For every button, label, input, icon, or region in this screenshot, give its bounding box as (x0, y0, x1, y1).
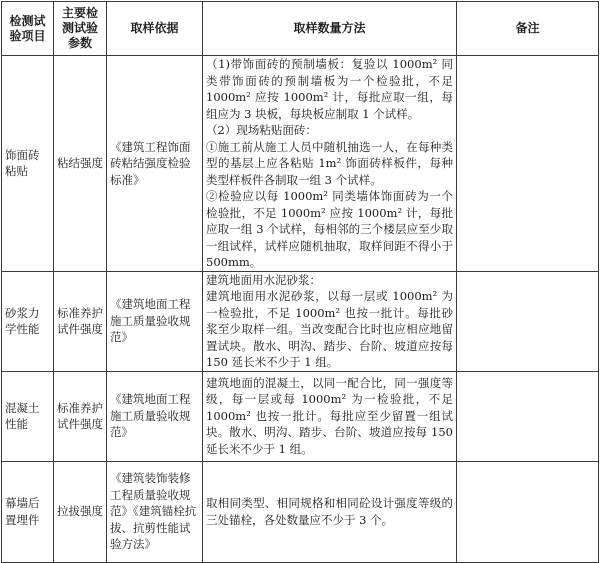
cell-param: 拉拔强度 (54, 461, 107, 562)
header-basis: 取样依据 (107, 2, 203, 56)
method-line: 取相同类型、相同规格和相同砼设计强度等级的三处锚栓，各处数量应不少于 3 个。 (206, 496, 453, 527)
header-remark: 备注 (457, 2, 599, 56)
cell-method (203, 371, 457, 461)
table-row (2, 371, 599, 461)
cell-remark (457, 56, 599, 272)
cell-remark (457, 461, 599, 562)
header-method: 取样数量方法 (203, 2, 457, 56)
method-line: 建筑地面用水泥砂浆： (206, 272, 321, 287)
cell-basis: 《建筑工程饰面砖粘结强度检验标准》 (107, 56, 203, 272)
method-line: （1)带饰面砖的预制墙板：复验以 1000m² 同类带饰面砖的预制墙板为一个检验批，不足 1000m² 应按 1000m² 计，每批应取一组，每组应为 3 块板，每块板应制取 1 个试样。 (206, 57, 453, 121)
cell-param: 标准养护试件强度 (54, 271, 107, 371)
cell-param: 粘结强度 (54, 56, 107, 272)
cell-item: 饰面砖粘贴 (2, 56, 54, 272)
header-item: 检测试验项目 (2, 2, 54, 56)
cell-remark (457, 271, 599, 371)
header-param: 主要检测试验参数 (54, 2, 107, 56)
header-row (2, 2, 599, 56)
cell-remark (457, 371, 599, 461)
cell-method (203, 271, 457, 371)
cell-method (203, 56, 457, 272)
cell-method (203, 461, 457, 562)
table-row (2, 56, 599, 272)
method-line: ①施工前从施工人员中随机抽选一人，在每种类型的基层上应各粘贴 1m² 饰面砖样板件，每种类型样板件各制取一组 3 个试样。 (206, 139, 453, 187)
sampling-spec-table (1, 1, 599, 563)
method-line: （2）现场粘贴面砖： (206, 123, 317, 137)
cell-basis: 《建筑装饰装修工程质量验收规范》《建筑锚栓抗拔、抗剪性能试验方法》 (107, 461, 203, 562)
cell-item: 幕墙后置埋件 (2, 461, 54, 562)
cell-item: 混凝土性能 (2, 371, 54, 461)
method-line: 建筑地面的混凝土，以同一配合比，同一强度等级，每一层或每 1000m² 为一检验批，不足 1000m² 也按一批计。每批应至少留置一组试块。散水、明沟、踏步、台阶、坡道应按每 150 延长米不少于 1 组。 (206, 375, 453, 456)
cell-basis: 《建筑地面工程施工质量验收规范》 (107, 271, 203, 371)
cell-item: 砂浆力学性能 (2, 271, 54, 371)
method-line: ②检验应以每 1000m² 同类墙体饰面砖为一个检验批，不足 1000m² 应按 1000m² 计，每批应取一组 3 个试样，每相邻的三个楼层应至少取一组试样，试样应随机抽取，取样间距不得小于 500mm。 (206, 189, 453, 269)
cell-basis: 《建筑地面工程施工质量验收规范》 (107, 371, 203, 461)
cell-param: 标准养护试件强度 (54, 371, 107, 461)
table-row (2, 271, 599, 371)
method-line: 建筑地面用水泥砂浆，以每一层或 1000m² 为一检验批，不足 1000m² 也按一批计。每批砂浆至少取样一组。当改变配合比时也应相应地留置试块。散水、明沟、踏步、台阶、坡道应按每 150 延长米不少于 1 组。 (206, 289, 453, 369)
table-row (2, 461, 599, 562)
